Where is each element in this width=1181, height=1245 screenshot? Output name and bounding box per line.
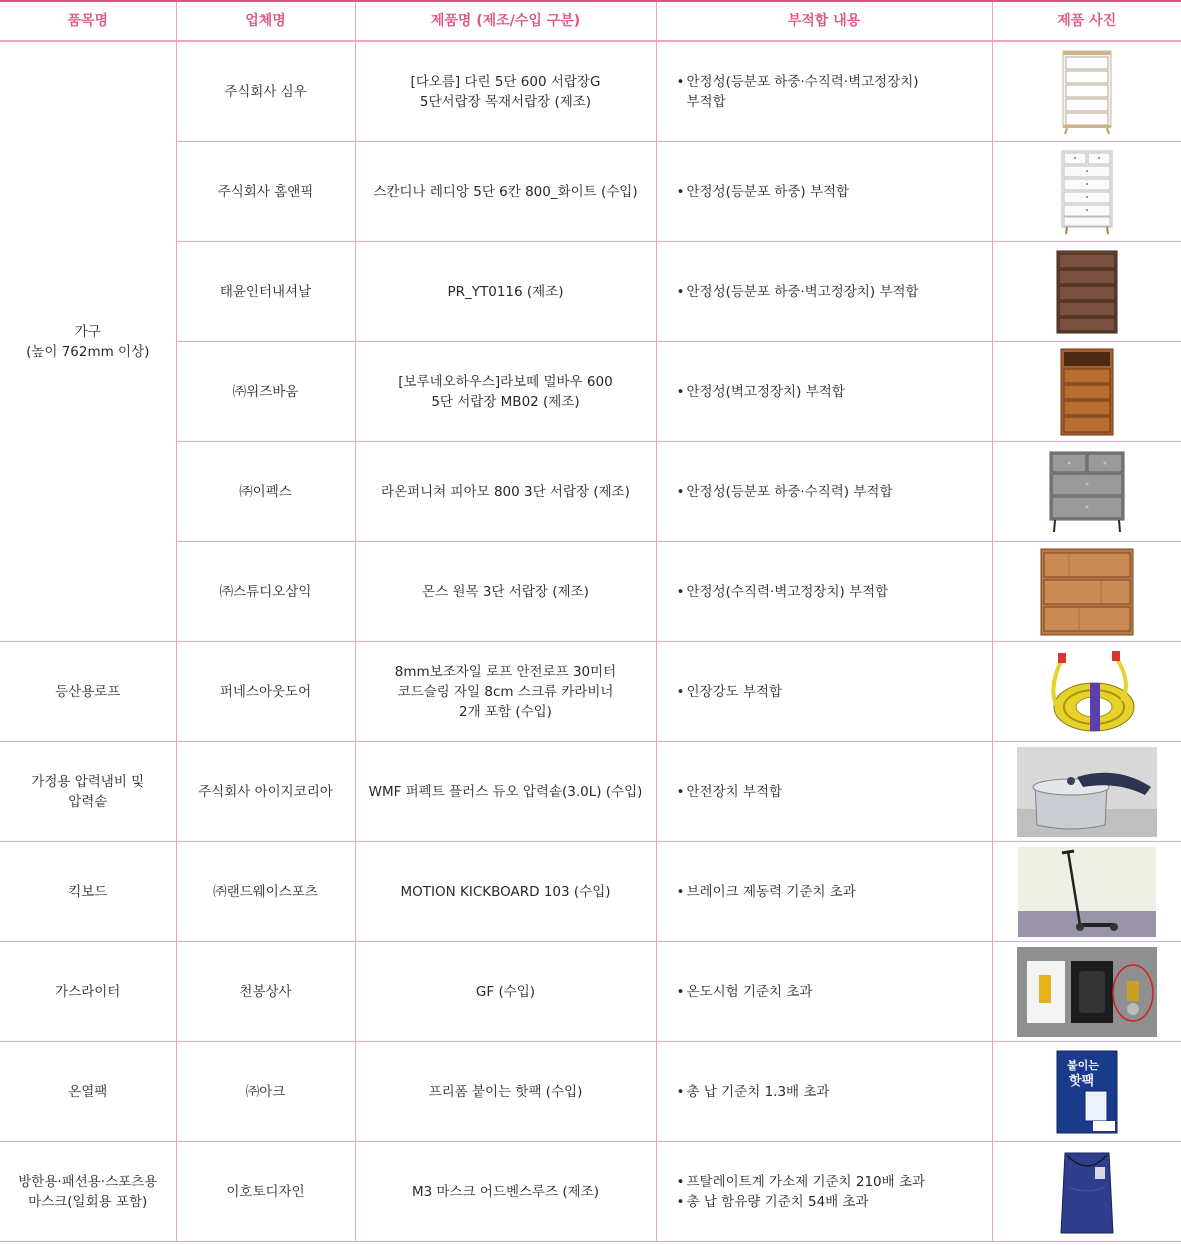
- product-cell: GF (수입): [355, 942, 656, 1042]
- company-cell: 주식회사 홈앤픽: [176, 142, 355, 242]
- photo-cell: [992, 1142, 1181, 1242]
- company-cell: 태윤인터내셔날: [176, 242, 355, 342]
- heat-pack-photo: [1055, 1049, 1119, 1135]
- issue-cell: • 안정성(등분포 하중·수직력·벽고정장치) 부적합: [656, 41, 992, 142]
- product-cell: 스칸디나 레디앙 5단 6칸 800_화이트 (수입): [355, 142, 656, 242]
- product-cell: 몬스 원목 3단 서랍장 (제조): [355, 542, 656, 642]
- issue-cell: • 온도시험 기준치 초과: [656, 942, 992, 1042]
- product-cell: 8mm보조자일 로프 안전로프 30미터 코드슬링 자일 8cm 스크류 카라비너 2개 포함 (수입): [355, 642, 656, 742]
- product-cell: [보루네오하우스]라보떼 멀바우 600 5단 서랍장 MB02 (제조): [355, 342, 656, 442]
- table-row: [0, 642, 1181, 742]
- pressure-cooker-photo: [1017, 747, 1157, 837]
- photo-cell: [992, 442, 1181, 542]
- company-cell: 주식회사 아이지코리아: [176, 742, 355, 842]
- dark-wood-chest-photo: [1055, 249, 1119, 335]
- issue-cell: • 프탈레이트계 가소제 기준치 210배 초과 • 총 납 함유량 기준치 54배 초과: [656, 1142, 992, 1242]
- category-mask: 방한용·패션용·스포츠용 마스크(일회용 포함): [0, 1142, 176, 1242]
- svg-text:붙이는: 붙이는: [1066, 1058, 1099, 1072]
- issue-cell: • 총 납 기준치 1.3배 초과: [656, 1042, 992, 1142]
- table-row: [0, 442, 1181, 542]
- category-rope: 등산용로프: [0, 642, 176, 742]
- category-kickboard: 킥보드: [0, 842, 176, 942]
- header-photo: 제품 사진: [992, 1, 1181, 41]
- photo-cell: [992, 742, 1181, 842]
- photo-cell: [992, 542, 1181, 642]
- white-5-drawer-chest-photo: [1059, 49, 1115, 135]
- header-category: 품목명: [0, 1, 176, 41]
- grey-chest-photo: [1048, 450, 1126, 534]
- gas-lighter-photo: [1017, 947, 1157, 1037]
- company-cell: ㈜아크: [176, 1042, 355, 1142]
- table-row: [0, 242, 1181, 342]
- issue-cell: • 인장강도 부적합: [656, 642, 992, 742]
- category-heat-pack: 온열팩: [0, 1042, 176, 1142]
- product-cell: [다오름] 다린 5단 600 서랍장G 5단서랍장 목재서랍장 (제조): [355, 41, 656, 142]
- product-cell: 라온퍼니쳐 피아모 800 3단 서랍장 (제조): [355, 442, 656, 542]
- company-cell: 이호토디자인: [176, 1142, 355, 1242]
- photo-cell: [992, 642, 1181, 742]
- table-row: [0, 1142, 1181, 1242]
- photo-cell: [992, 1042, 1181, 1142]
- issue-cell: • 안정성(등분포 하중) 부적합: [656, 142, 992, 242]
- white-6-drawer-chest-photo: [1059, 149, 1115, 235]
- kickboard-photo: [1018, 847, 1156, 937]
- company-cell: ㈜이펙스: [176, 442, 355, 542]
- photo-cell: [992, 242, 1181, 342]
- wood-3-drawer-chest-photo: [1039, 547, 1135, 637]
- category-lighter: 가스라이터: [0, 942, 176, 1042]
- issue-cell: • 안정성(수직력·벽고정장치) 부적합: [656, 542, 992, 642]
- photo-cell: [992, 342, 1181, 442]
- category-furniture: 가구 (높이 762mm 이상): [0, 41, 176, 642]
- category-pressure-cooker: 가정용 압력냄비 및 압력솥: [0, 742, 176, 842]
- issue-cell: • 안정성(등분포 하중·수직력) 부적합: [656, 442, 992, 542]
- mask-pouch-photo: [1055, 1147, 1119, 1237]
- photo-cell: [992, 942, 1181, 1042]
- coiled-rope-photo: [1032, 649, 1142, 735]
- company-cell: 천봉상사: [176, 942, 355, 1042]
- table-row: [0, 542, 1181, 642]
- company-cell: ㈜위즈바움: [176, 342, 355, 442]
- product-cell: MOTION KICKBOARD 103 (수입): [355, 842, 656, 942]
- table-row: [0, 342, 1181, 442]
- issue-cell: • 안정성(벽고정장치) 부적합: [656, 342, 992, 442]
- header-product: 제품명 (제조/수입 구분): [355, 1, 656, 41]
- company-cell: ㈜스튜디오삼익: [176, 542, 355, 642]
- product-cell: M3 마스크 어드벤스루즈 (제조): [355, 1142, 656, 1242]
- svg-text:핫팩: 핫팩: [1068, 1073, 1094, 1089]
- header-issue: 부적합 내용: [656, 1, 992, 41]
- table-row: [0, 41, 1181, 142]
- company-cell: 주식회사 심우: [176, 41, 355, 142]
- table-row: [0, 1042, 1181, 1142]
- issue-cell: • 안전장치 부적합: [656, 742, 992, 842]
- product-cell: PR_YT0116 (제조): [355, 242, 656, 342]
- header-row: [0, 1, 1181, 41]
- photo-cell: [992, 842, 1181, 942]
- photo-cell: [992, 41, 1181, 142]
- table-row: [0, 942, 1181, 1042]
- table-row: [0, 842, 1181, 942]
- photo-cell: [992, 142, 1181, 242]
- table-row: [0, 742, 1181, 842]
- company-cell: 퍼네스아웃도어: [176, 642, 355, 742]
- issue-cell: • 안정성(등분포 하중·벽고정장치) 부적합: [656, 242, 992, 342]
- header-company: 업체명: [176, 1, 355, 41]
- wood-chest-open-shelf-photo: [1059, 347, 1115, 437]
- company-cell: ㈜랜드웨이스포츠: [176, 842, 355, 942]
- product-cell: WMF 퍼펙트 플러스 듀오 압력솥(3.0L) (수입): [355, 742, 656, 842]
- product-cell: 프리폼 붙이는 핫팩 (수입): [355, 1042, 656, 1142]
- issue-cell: • 브레이크 제동력 기준치 초과: [656, 842, 992, 942]
- table-row: [0, 142, 1181, 242]
